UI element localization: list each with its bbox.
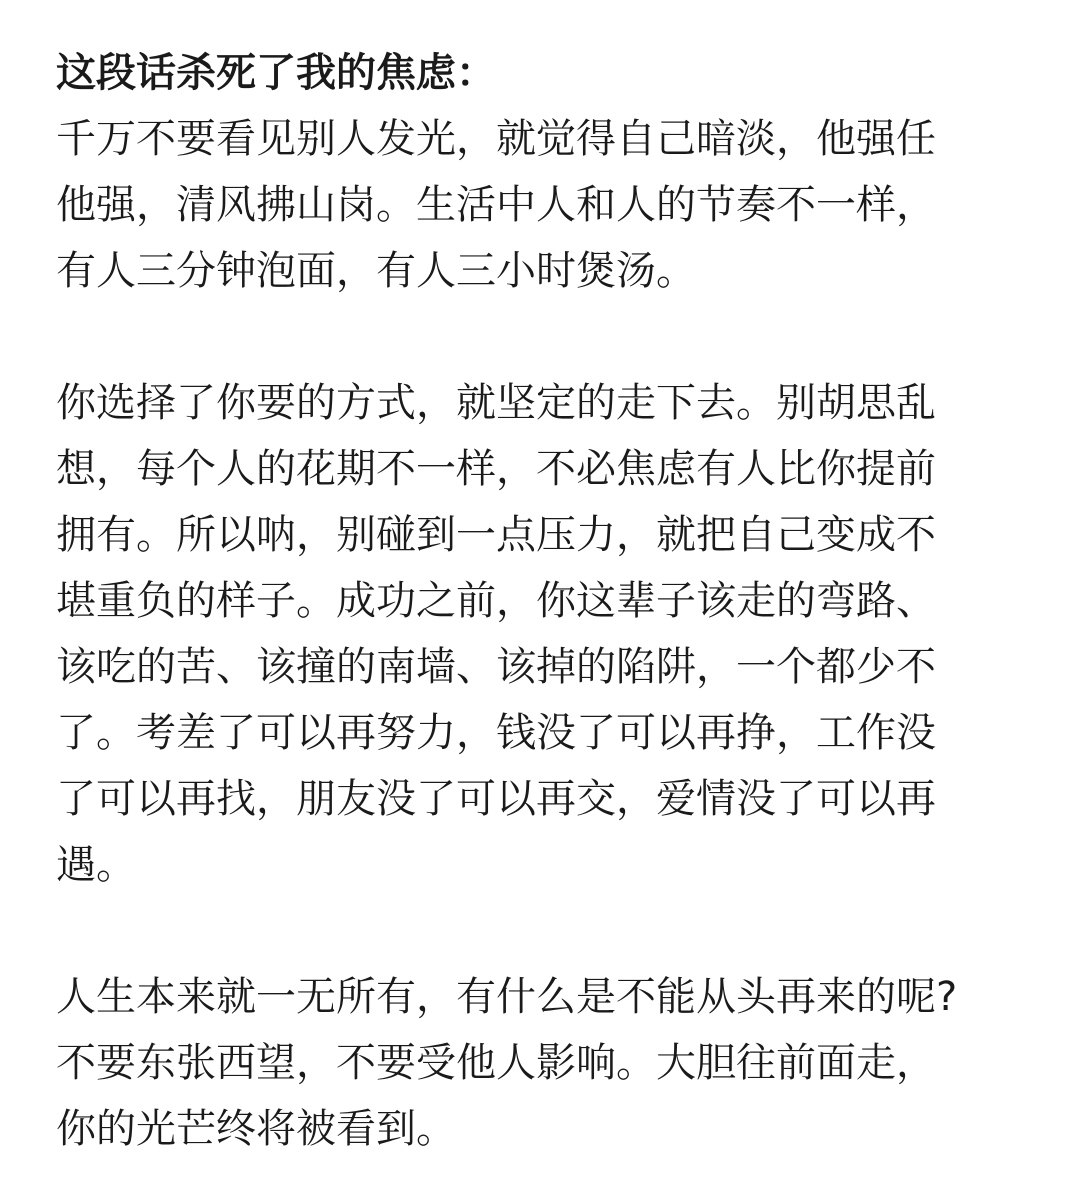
paragraph-line: 想，每个人的花期不一样，不必焦虑有人比你提前 [56,446,936,492]
paragraph-line: 他强，清风拂山岗。生活中人和人的节奏不一样， [56,182,936,228]
paragraph-line: 遇。 [56,842,136,888]
paragraph-2 [56,370,1056,898]
paragraph-line: 了可以再找，朋友没了可以再交，爱情没了可以再 [56,776,936,822]
paragraph-line: 了。考差了可以再努力，钱没了可以再挣，工作没 [56,710,936,756]
article [56,40,1056,1162]
paragraph-3 [56,964,1056,1162]
article-title: 这段话杀死了我的焦虑： [56,50,496,96]
paragraph-line: 人生本来就一无所有，有什么是不能从头再来的呢? [56,974,958,1020]
paragraph-line: 堪重负的样子。成功之前，你这辈子该走的弯路、 [56,578,936,624]
paragraph-line: 不要东张西望，不要受他人影响。大胆往前面走， [56,1040,936,1086]
paragraph-line: 千万不要看见别人发光，就觉得自己暗淡，他强任 [56,116,936,162]
paragraph-line: 你选择了你要的方式，就坚定的走下去。别胡思乱 [56,380,936,426]
paragraph-spacer [56,304,1056,370]
paragraph-line: 拥有。所以呐，别碰到一点压力，就把自己变成不 [56,512,936,558]
paragraph-line: 你的光芒终将被看到。 [56,1106,456,1152]
paragraph-1 [56,106,1056,304]
paragraph-line: 有人三分钟泡面，有人三小时煲汤。 [56,248,696,294]
paragraph-line: 该吃的苦、该撞的南墙、该掉的陷阱，一个都少不 [56,644,936,690]
paragraph-spacer [56,898,1056,964]
